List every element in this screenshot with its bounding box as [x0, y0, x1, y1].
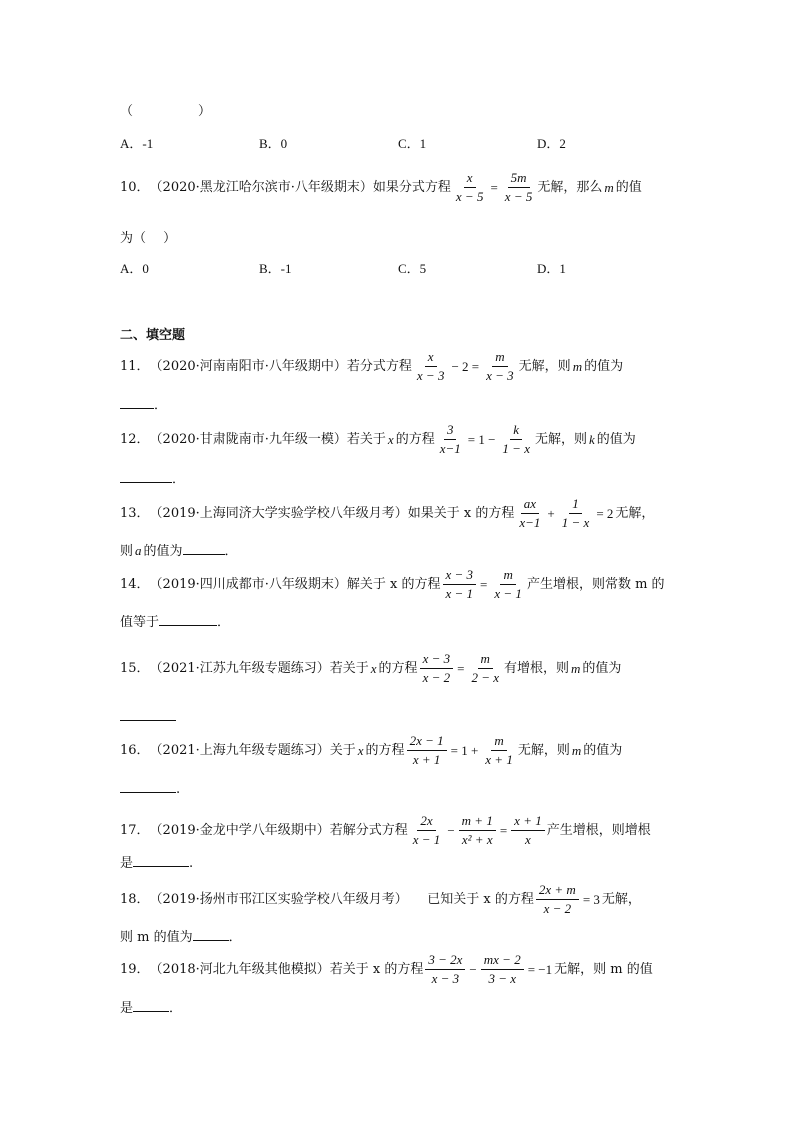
question-text: 无解，则 [518, 358, 571, 374]
operator: = [499, 822, 508, 838]
fraction: $\frac{x - 3}{x - 1}$ [443, 567, 477, 602]
variable: m [604, 179, 614, 195]
variable: m [571, 660, 581, 676]
question-text: 的值为 [143, 544, 183, 559]
question-text: 有增根，则 [504, 660, 570, 676]
question-text: 是 [120, 856, 134, 871]
answer-blank[interactable] [120, 780, 176, 793]
answer-blank[interactable] [133, 999, 169, 1012]
question-14-line2 [120, 613, 684, 632]
q9-paren-line [120, 103, 684, 121]
fraction: $\frac{3 - 2x}{x - 3}$ [425, 952, 465, 987]
q10-choices [120, 260, 684, 278]
operator: − 2 = [451, 358, 480, 374]
fraction: $\frac{k}{1 - x}$ [502, 422, 530, 456]
operator: = [480, 576, 488, 592]
question-number: 17． [120, 822, 150, 838]
question-text: 的值为 [583, 742, 623, 758]
question-13 [120, 496, 684, 531]
question-text: 无解，则 [534, 431, 587, 447]
variable: x [357, 742, 364, 758]
fraction: $\frac{1}{1 - x}$ [561, 496, 590, 530]
fraction: $\frac{x}{x - 3}$ [416, 349, 445, 383]
question-number: 19． [120, 961, 150, 977]
question-12 [120, 422, 684, 457]
answer-blank[interactable] [120, 470, 172, 483]
question-16 [120, 733, 684, 768]
question-16-line2 [120, 780, 684, 799]
choice-c[interactable]: C．5 [398, 261, 427, 276]
operator: = 1 − [467, 431, 496, 447]
question-text: （2020·黑龙江哈尔滨市·八年级期末）如果分式方程 [149, 179, 451, 195]
operator: = −1 [527, 961, 553, 977]
question-text: 产生增根，则增根 [546, 822, 651, 838]
answer-blank[interactable] [133, 854, 189, 867]
question-text: 的方程 [395, 431, 435, 447]
choice-a[interactable]: A．-1 [120, 136, 154, 151]
question-number: 14． [120, 576, 150, 592]
fraction: $\frac{m}{x - 1}$ [494, 567, 522, 601]
section-title: 二、填空题 [120, 328, 186, 343]
question-text: 无解， [601, 891, 641, 907]
variable: x [387, 431, 394, 447]
operator: − [469, 961, 477, 977]
fraction: $\frac{5m}{x - 5}$ [504, 170, 533, 204]
question-text: （2019·上海同济大学实验学校八年级月考）如果关于 x 的方程 [149, 505, 515, 521]
question-text: 的值为 [596, 431, 636, 447]
variable: m [571, 742, 582, 758]
equals-sign: = [490, 179, 498, 195]
operator: = 1 + [450, 742, 479, 758]
period: ． [172, 472, 186, 487]
question-text: （2021·江苏九年级专题练习）若关于 [149, 660, 369, 676]
fraction: $\frac{3}{x-1}$ [439, 422, 461, 456]
choice-c[interactable]: C．1 [398, 136, 427, 151]
answer-blank[interactable] [120, 396, 154, 409]
question-text: 无解，则 [517, 742, 570, 758]
question-18 [120, 882, 684, 917]
fraction: $\frac{mx - 2}{3 - x}$ [481, 952, 524, 987]
question-15 [120, 651, 684, 686]
fraction: $\frac{m + 1}{\text{x² + x}}$ [459, 813, 496, 848]
fraction: $\frac{x + 1}{x}$ [511, 813, 545, 848]
question-19-line2 [120, 999, 684, 1018]
question-11-line2 [120, 396, 684, 415]
q9-choices [120, 135, 684, 153]
question-17 [120, 813, 684, 848]
question-text: （2020·甘肃陇南市·九年级一模）若关于 [149, 431, 386, 447]
fraction: $\frac{m}{2 - x}$ [471, 651, 499, 685]
variable: k [588, 431, 595, 447]
period: ． [169, 1001, 183, 1016]
question-11 [120, 349, 684, 384]
question-text: 则 [120, 544, 134, 559]
choice-a[interactable]: A．0 [120, 261, 149, 276]
question-number: 16． [120, 742, 150, 758]
question-17-line2 [120, 854, 684, 873]
choice-d[interactable]: D．2 [537, 136, 566, 151]
question-text: 无解， [615, 505, 655, 521]
question-text: 的值 [615, 179, 642, 195]
answer-blank[interactable] [183, 542, 225, 555]
question-12-line2 [120, 470, 684, 489]
fraction: $\frac{2x - 1}{x + 1}$ [407, 733, 447, 768]
question-text: （2019·四川成都市·八年级期末）解关于 x 的方程 [149, 576, 441, 592]
operator: + [547, 505, 555, 521]
answer-blank[interactable] [159, 613, 217, 626]
question-15-line2 [120, 708, 684, 727]
choice-b[interactable]: B．0 [259, 136, 288, 151]
question-text: （2019·金龙中学八年级期中）若解分式方程 [149, 822, 408, 838]
question-18-line2 [120, 928, 684, 947]
question-text: 为（ ） [120, 231, 177, 246]
question-text: 是 [120, 1001, 134, 1016]
question-text: （2019·扬州市邗江区实验学校八年级月考） 已知关于 x 的方程 [149, 891, 534, 907]
question-text: 的值为 [582, 660, 622, 676]
question-number: 10． [120, 179, 150, 195]
answer-blank[interactable] [120, 708, 176, 721]
operator: − [447, 822, 455, 838]
period: ． [224, 544, 238, 559]
question-number: 11． [120, 358, 150, 374]
fraction: $\frac{m}{x + 1}$ [485, 733, 513, 767]
question-text: 值等于 [120, 615, 160, 630]
question-number: 13． [120, 505, 150, 521]
fraction: $\frac{x}{x - 5}$ [455, 170, 484, 204]
operator: = 3 [582, 891, 600, 907]
operator: = 2 [596, 505, 614, 521]
variable: x [370, 660, 377, 676]
fraction: $\frac{m}{x - 3}$ [486, 349, 514, 383]
fraction: $\frac{x - 3}{x - 2}$ [420, 651, 454, 686]
period: ． [217, 615, 231, 630]
period: . [189, 856, 194, 871]
period: ． [228, 930, 242, 945]
question-13-line2 [120, 542, 684, 561]
question-text: （2018·河北九年级其他模拟）若关于 x 的方程 [149, 961, 424, 977]
question-text: 的方程 [365, 742, 405, 758]
question-19 [120, 952, 684, 987]
fraction: $\frac{2x + m}{x - 2}$ [536, 882, 579, 917]
variable: m [572, 358, 583, 374]
variable: a [135, 543, 142, 558]
answer-blank[interactable] [193, 928, 229, 941]
operator: = [457, 660, 465, 676]
question-number: 18． [120, 891, 150, 907]
question-text: （2021·上海九年级专题练习）关于 [149, 742, 356, 758]
period: ． [154, 398, 168, 413]
fraction: $\frac{ax}{x-1}$ [519, 496, 541, 530]
fraction: $\frac{2x}{x - 1}$ [412, 813, 441, 847]
choice-b[interactable]: B．-1 [259, 261, 292, 276]
choice-d[interactable]: D．1 [537, 261, 566, 276]
question-text: 无解，则 m 的值 [554, 961, 653, 977]
period: . [176, 782, 181, 797]
question-text: 的值为 [584, 358, 624, 374]
question-10 [120, 170, 684, 205]
answer-paren: （ ） [120, 104, 212, 119]
question-text: （2020·河南南阳市·八年级期中）若分式方程 [149, 358, 412, 374]
question-text: 产生增根，则常数 m 的 [526, 576, 665, 592]
question-14 [120, 567, 684, 602]
question-text: 则 m 的值为 [120, 930, 193, 945]
question-number: 15． [120, 660, 150, 676]
question-text: 的方程 [378, 660, 418, 676]
question-number: 12． [120, 431, 150, 447]
question-text: 无解，那么 [537, 179, 603, 195]
question-10-line2 [120, 230, 684, 248]
